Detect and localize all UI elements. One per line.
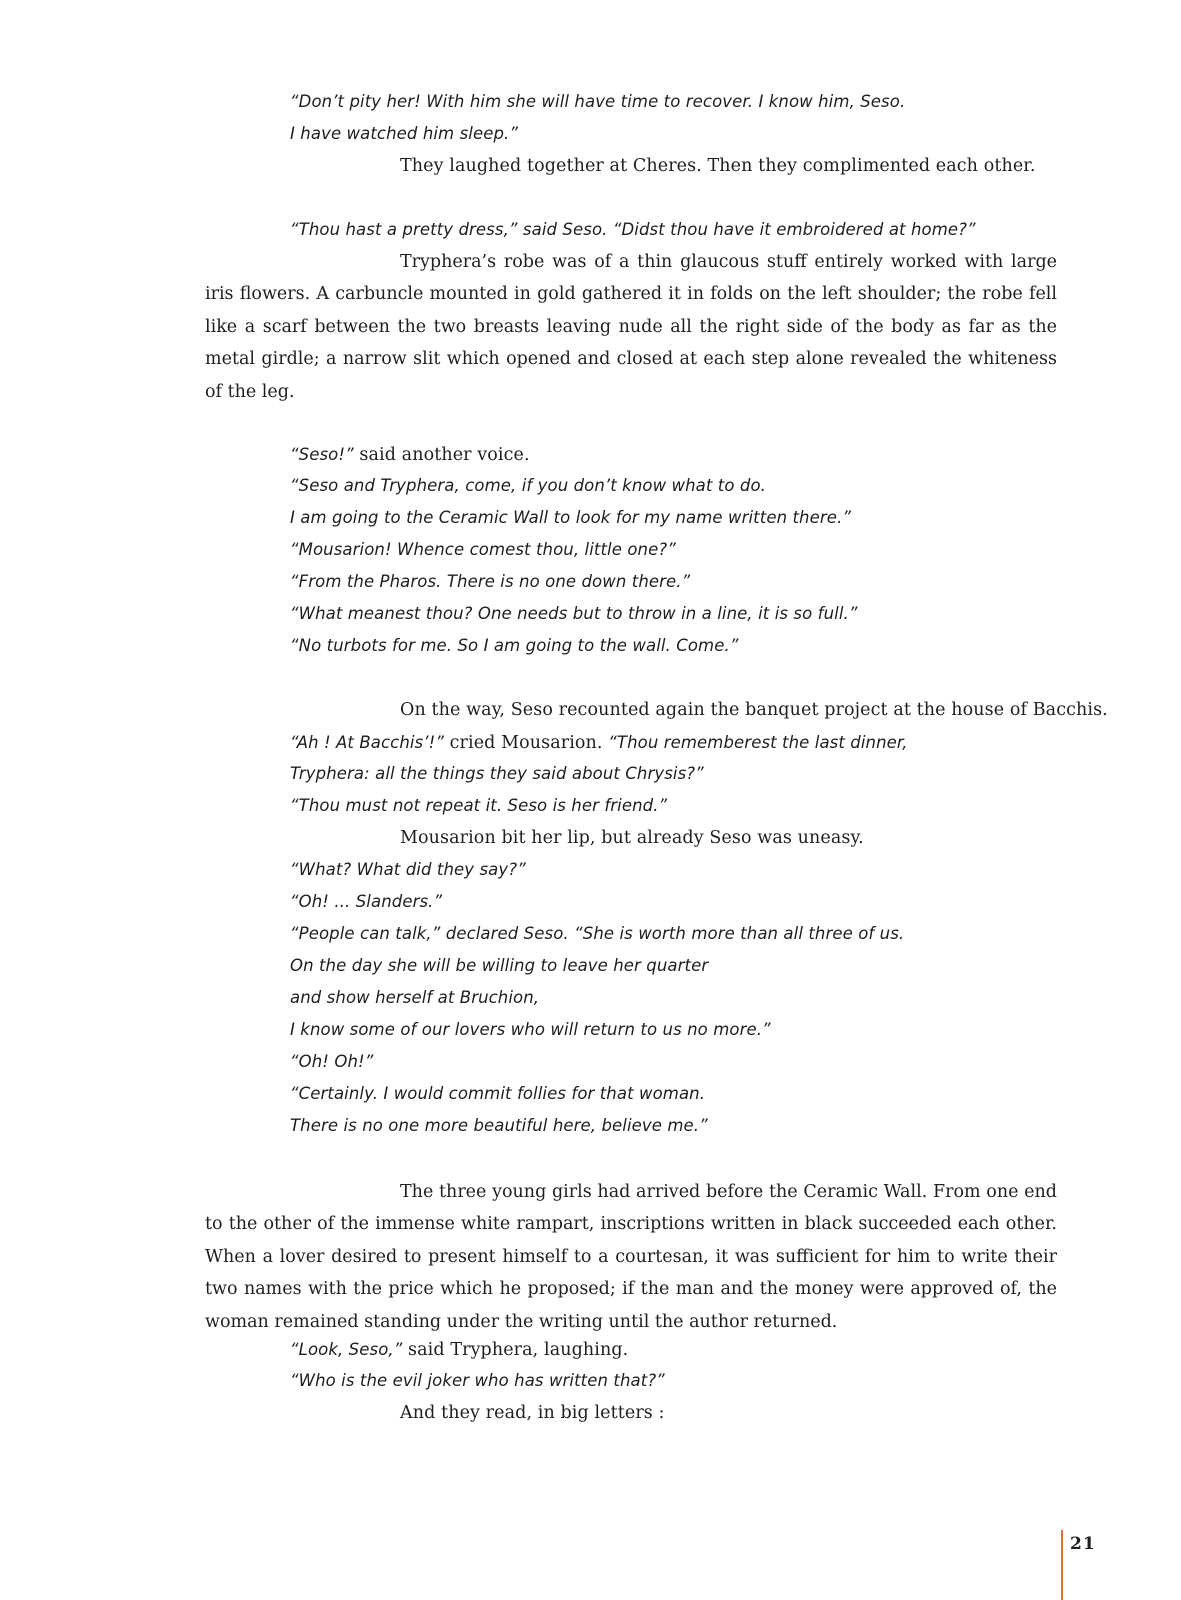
paragraph-ceramic-wall: The three young girls had arrived before the Ceramic Wall. From one end to the other of the immense white rampart, inscriptions written in black succeeded each other. When a lover desired to present himself to a courtesan, it was sufficient for him to write their two names with the price which he proposed; if the man and the money were approved of, the woman remained standing under the writing until the author returned.: [205, 1182, 1057, 1332]
text-line: “No turbots for me. So I am going to the wall. Come.”: [290, 636, 739, 655]
page-number-rule: [1061, 1530, 1063, 1600]
page-number: 21: [1070, 1534, 1096, 1554]
paragraph-robe: Tryphera’s robe was of a thin glaucous stuff entirely worked with large iris flowers. A carbuncle mounted in gold gathered it in folds on the left shoulder; the robe fell like a scarf between the two breasts leaving nude all the right side of the body as far as the metal girdle; a narrow slit which opened and closed at each step alone revealed the whiteness of the leg.: [205, 252, 1057, 402]
text-line: “Seso and Tryphera, come, if you don’t know what to do.: [290, 476, 767, 495]
text-line: And they read, in big letters :: [400, 1403, 665, 1423]
text-span: “Ah ! At Bacchis’!”: [290, 733, 444, 752]
text-span: cried Mousarion.: [443, 733, 609, 753]
text-line: “What? What did they say?”: [290, 860, 526, 879]
text-span: “Look, Seso,”: [290, 1340, 403, 1359]
text-line: There is no one more beautiful here, believe me.”: [290, 1116, 708, 1135]
text-line: I have watched him sleep.”: [290, 124, 519, 143]
text-line: “Certainly. I would commit follies for that woman.: [290, 1084, 706, 1103]
text-span: said Tryphera, laughing.: [402, 1340, 629, 1360]
text-line: [290, 442, 530, 467]
text-line: “Oh! ... Slanders.”: [290, 892, 443, 911]
text-span: said another voice.: [353, 445, 530, 465]
text-line: “From the Pharos. There is no one down there.”: [290, 572, 691, 591]
text-line: “Thou must not repeat it. Seso is her friend.”: [290, 796, 668, 815]
text-line: On the way, Seso recounted again the banquet project at the house of Bacchis.: [400, 700, 1108, 720]
text-line: I know some of our lovers who will return to us no more.”: [290, 1020, 771, 1039]
text-line: “Don’t pity her! With him she will have time to recover. I know him, Seso.: [290, 92, 906, 111]
text-line: “Thou hast a pretty dress,” said Seso. “Didst thou have it embroidered at home?”: [290, 220, 976, 239]
text-line: Mousarion bit her lip, but already Seso was uneasy.: [400, 828, 864, 848]
text-line: [290, 1337, 628, 1362]
text-line: [290, 730, 908, 755]
text-line: “People can talk,” declared Seso. “She is worth more than all three of us.: [290, 924, 905, 943]
text-line: “Mousarion! Whence comest thou, little one?”: [290, 540, 676, 559]
text-line: On the day she will be willing to leave her quarter: [290, 956, 709, 975]
text-line: and show herself at Bruchion,: [290, 988, 540, 1007]
text-line: “What meanest thou? One needs but to throw in a line, it is so full.”: [290, 604, 858, 623]
text-line: “Who is the evil joker who has written that?”: [290, 1371, 665, 1390]
text-line: “Oh! Oh!”: [290, 1052, 374, 1071]
text-span: “Thou rememberest the last dinner,: [608, 733, 908, 752]
text-span: “Seso!”: [290, 445, 354, 464]
text-line: Tryphera: all the things they said about Chrysis?”: [290, 764, 704, 783]
text-line: I am going to the Ceramic Wall to look for my name written there.”: [290, 508, 851, 527]
text-line: They laughed together at Cheres. Then they complimented each other.: [400, 156, 1036, 176]
